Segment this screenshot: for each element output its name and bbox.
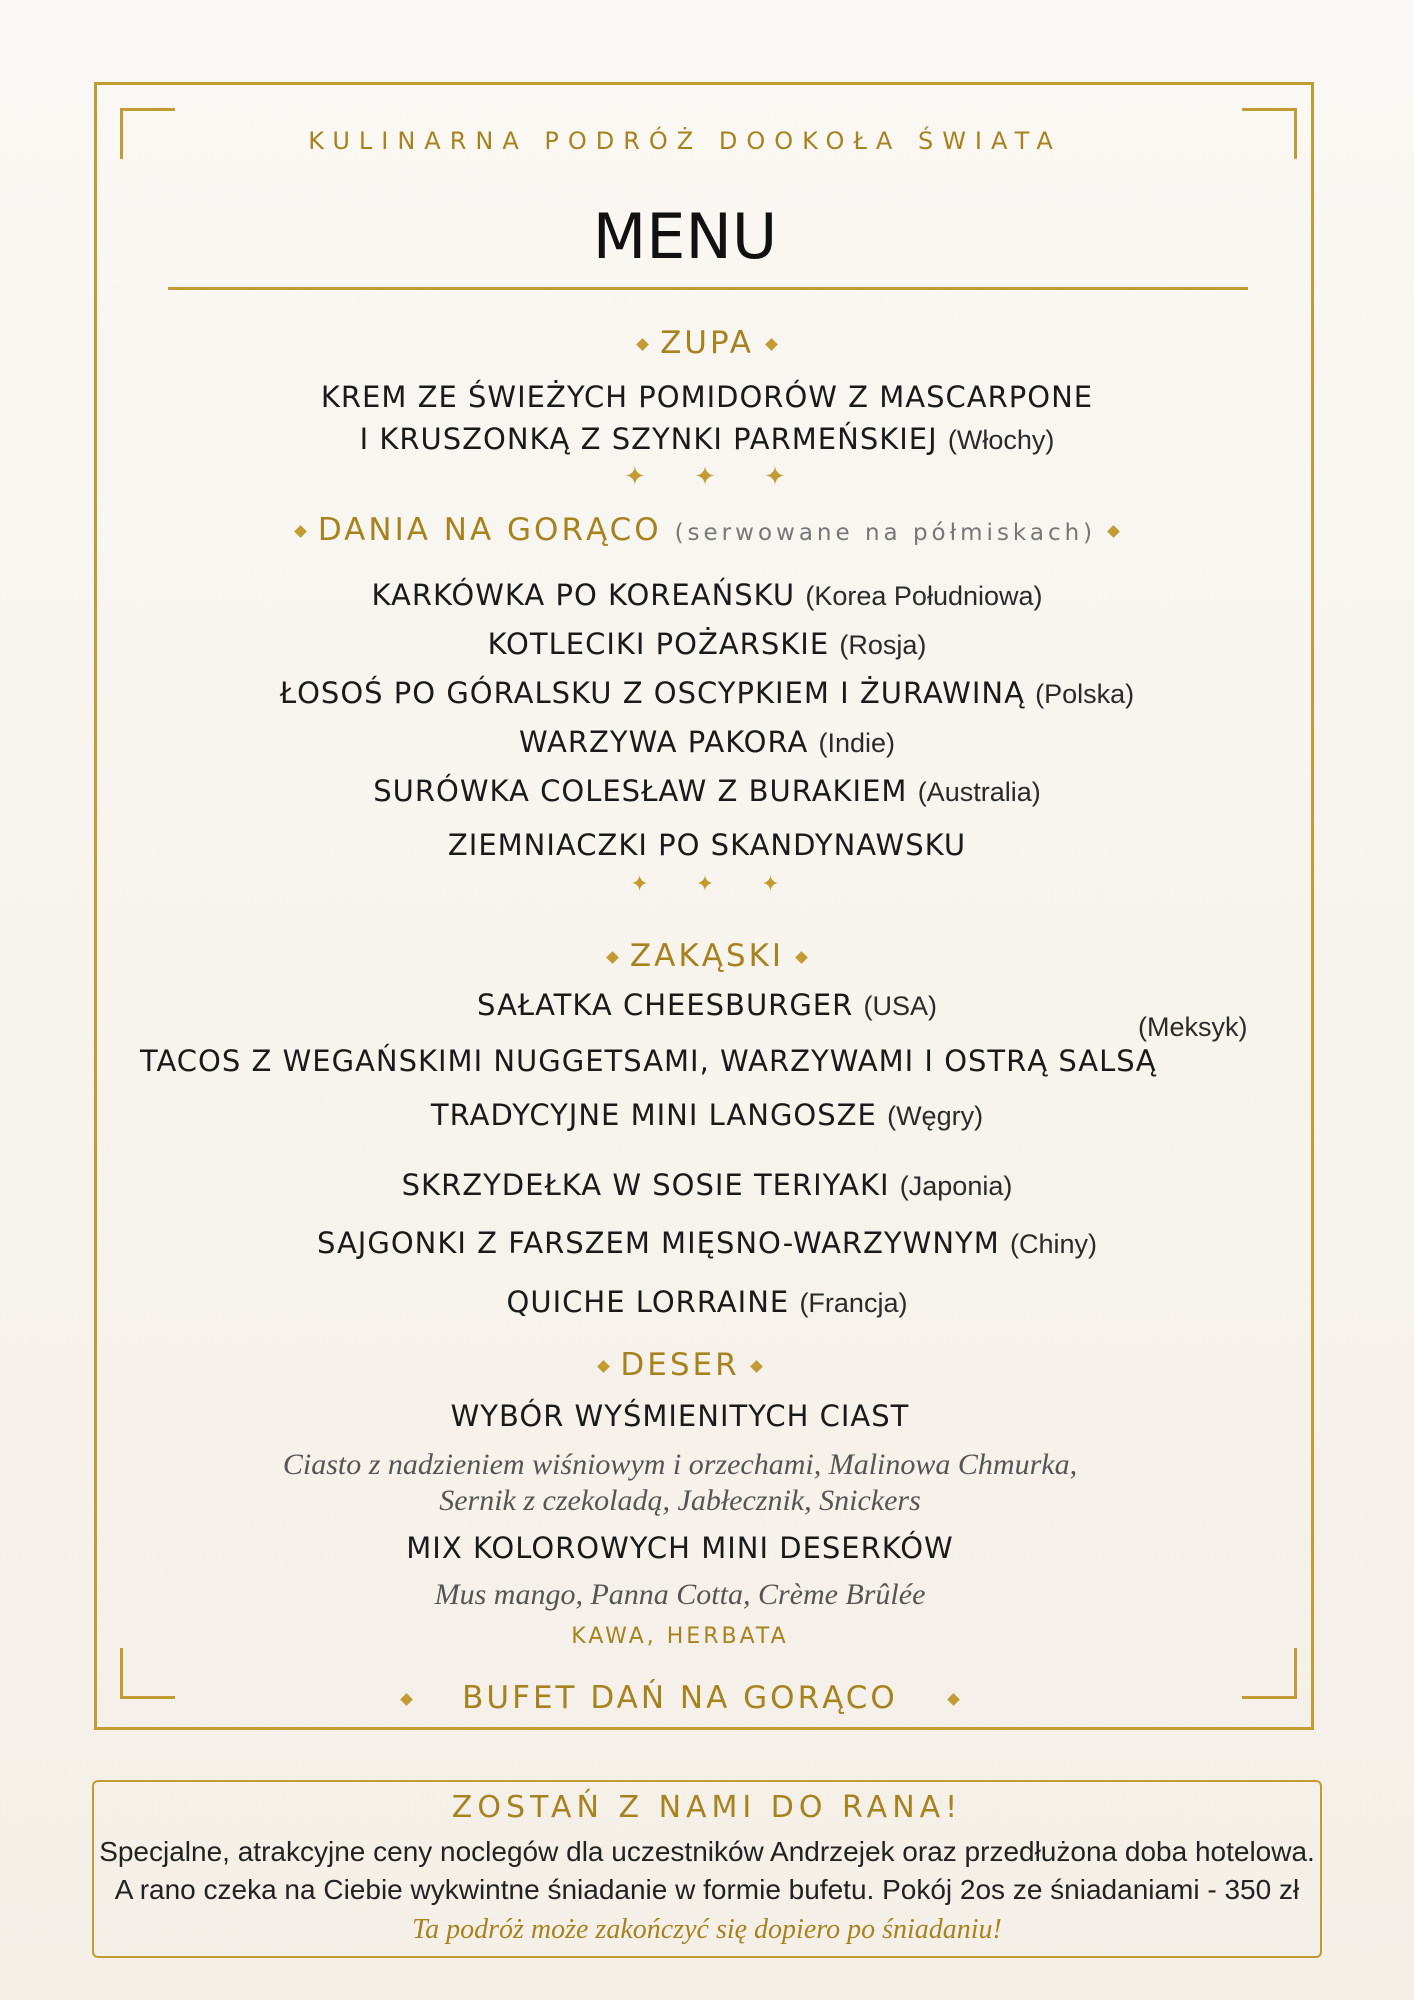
dessert-cakes-desc-2: Sernik z czekoladą, Jabłecznik, Snickers: [439, 1484, 921, 1517]
diamond-icon: [294, 525, 307, 538]
dish-item: [0, 1098, 1414, 1132]
dish-name: SAŁATKA CHEESBURGER: [477, 988, 854, 1022]
diamond-icon: [751, 1360, 764, 1373]
soup-name: I KRUSZONKĄ Z SZYNKI PARMEŃSKIEJ: [359, 422, 938, 456]
dish-country: (Meksyk): [1138, 1012, 1248, 1042]
diamond-icon: [606, 951, 619, 964]
dish-item: [0, 1226, 1414, 1260]
title-divider: [168, 287, 1248, 290]
starters-heading-label: ZAKĄSKI: [629, 938, 785, 974]
dessert-mini-title: MIX KOLOROWYCH MINI DESERKÓW: [406, 1531, 954, 1565]
dish-name: ZIEMNIACZKI PO SKANDYNAWSKU: [447, 828, 967, 862]
stay-line-1: Specjalne, atrakcyjne ceny noclegów dla uczestników Andrzejek oraz przedłużona doba hotelowa.: [99, 1836, 1315, 1867]
section-heading-dessert: [0, 1347, 1360, 1383]
dessert-cakes-desc-1: Ciasto z nadzieniem wiśniowym i orzechami, Malinowa Chmurka,: [282, 1448, 1078, 1481]
dish-name: SAJGONKI Z FARSZEM MIĘSNO-WARZYWNYM: [317, 1226, 1000, 1260]
dish-name: TRADYCYJNE MINI LANGOSZE: [430, 1098, 877, 1132]
dessert-heading-label: DESER: [620, 1347, 740, 1383]
diamond-icon: [400, 1693, 413, 1706]
dish-name: SURÓWKA COLESŁAW Z BURAKIEM: [373, 774, 908, 808]
dish-item: [0, 1168, 1414, 1202]
dish-item: [0, 627, 1414, 661]
dish-country: (Francja): [799, 1288, 908, 1318]
dish-item: [0, 578, 1414, 612]
dish-country: (Australia): [917, 777, 1041, 807]
dessert-cakes-title: WYBÓR WYŚMIENITYCH CIAST: [450, 1399, 910, 1433]
buffet-heading-label: BUFET DAŃ NA GORĄCO: [462, 1680, 898, 1716]
stay-line-3: Ta podróż może zakończyć się dopiero po śniadaniu!: [412, 1914, 1002, 1945]
dish-name: KOTLECIKI POŻARSKIE: [487, 627, 830, 661]
dish-item: [0, 774, 1414, 808]
diamond-icon: [765, 338, 778, 351]
diamond-icon: [795, 951, 808, 964]
dish-country: (Indie): [818, 728, 896, 758]
menu-subtitle: KULINARNA PODRÓŻ DOOKOŁA ŚWIATA: [308, 127, 1062, 155]
dish-country: (Chiny): [1009, 1229, 1097, 1259]
dish-item: TACOS Z WEGAŃSKIMI NUGGETSAMI, WARZYWAMI I OSTRĄ SALSĄ: [140, 1044, 1157, 1078]
section-heading-hot: [0, 512, 1414, 548]
stay-line-2: A rano czeka na Ciebie wykwintne śniadanie w formie bufetu. Pokój 2os ze śniadaniami - 350 zł: [114, 1874, 1300, 1905]
dish-item: [0, 828, 1414, 862]
dish-country: (Polska): [1035, 679, 1135, 709]
dish-country: (Korea Południowa): [805, 581, 1043, 611]
dish-country: (Rosja): [839, 630, 927, 660]
soup-country: (Włochy): [947, 425, 1055, 455]
section-heading-buffet: [0, 1680, 1360, 1716]
dish-item: [0, 1285, 1414, 1319]
diamond-icon: [947, 1693, 960, 1706]
dish-name: SKRZYDEŁKA W SOSIE TERIYAKI: [401, 1168, 890, 1202]
dish-name: WARZYWA PAKORA: [518, 725, 809, 759]
hot-heading-label: DANIA NA GORĄCO: [317, 512, 662, 548]
dish-name: KARKÓWKA PO KOREAŃSKU: [371, 578, 796, 612]
soup-line-1: KREM ZE ŚWIEŻYCH POMIDORÓW Z MASCARPONE: [320, 380, 1094, 414]
diamond-icon: [1107, 525, 1120, 538]
diamond-icon: [636, 338, 649, 351]
dish-country: (USA): [863, 991, 937, 1021]
section-heading-soup: [0, 325, 1414, 361]
dish-item: [0, 725, 1414, 759]
section-heading-starters: [0, 938, 1414, 974]
dish-name: QUICHE LORRAINE: [506, 1285, 790, 1319]
separator-stars-2: ✦ ✦ ✦: [630, 872, 800, 897]
drinks-label: KAWA, HERBATA: [571, 1624, 789, 1649]
dish-item: [0, 676, 1414, 710]
diamond-icon: [597, 1360, 610, 1373]
dish-country: (Węgry): [887, 1101, 984, 1131]
hot-heading-note: (serwowane na półmiskach): [674, 520, 1097, 546]
dish-name: ŁOSOŚ PO GÓRALSKU Z OSCYPKIEM I ŻURAWINĄ: [279, 676, 1025, 710]
soup-heading-label: ZUPA: [660, 325, 754, 361]
stay-title: ZOSTAŃ Z NAMI DO RANA!: [451, 1790, 963, 1825]
dessert-mini-desc: Mus mango, Panna Cotta, Crème Brûlée: [434, 1578, 926, 1611]
dish-country: (Japonia): [899, 1171, 1013, 1201]
menu-title: MENU: [592, 200, 778, 273]
soup-line-2: [0, 422, 1414, 456]
separator-stars-1: ✦ ✦ ✦: [624, 462, 806, 492]
